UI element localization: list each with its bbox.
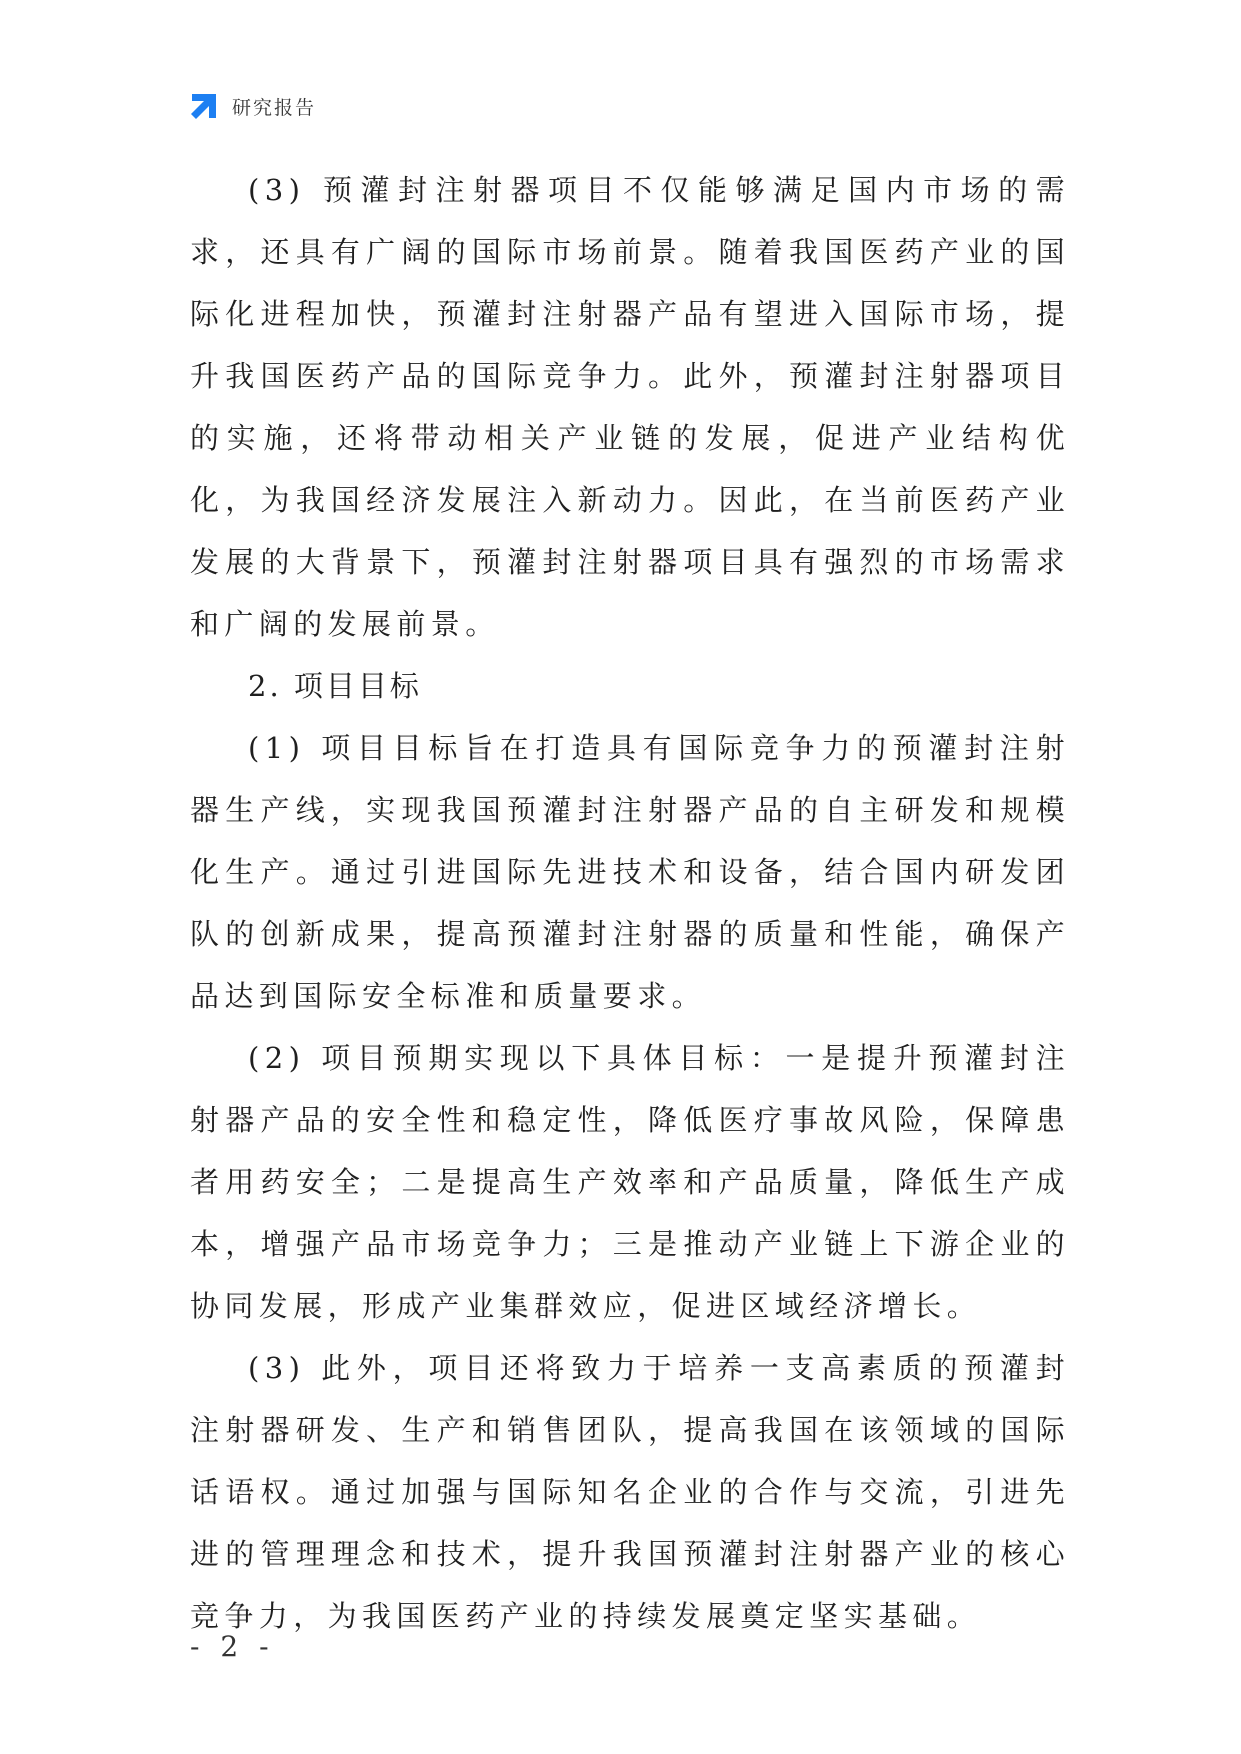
header-title: 研究报告 xyxy=(232,96,317,119)
section-heading-project-goals: 2. 项目目标 xyxy=(248,669,422,703)
paragraph-goal-1: (1) 项目目标旨在打造具有国际竞争力的预灌封注射器生产线，实现我国预灌封注射器产品的自主研发和规模化生产。通过引进国际先进技术和设备，结合国内研发团队的创新成果，提高预灌封注射器的质量和性能，确保产品达到国际安全标准和质量要求。 xyxy=(190,731,1070,1013)
paragraph-goal-3: (3) 此外，项目还将致力于培养一支高素质的预灌封注射器研发、生产和销售团队，提高我国在该领域的国际话语权。通过加强与国际知名企业的合作与交流，引进先进的管理理念和技术，提升我国预灌封注射器产业的核心竞争力，为我国医药产业的持续发展奠定坚实基础。 xyxy=(190,1351,1070,1633)
paragraph-market-prospect: (3) 预灌封注射器项目不仅能够满足国内市场的需求，还具有广阔的国际市场前景。随着我国医药产业的国际化进程加快，预灌封注射器产品有望进入国际市场，提升我国医药产品的国际竞争力。此外，预灌封注射器项目的实施，还将带动相关产业链的发展，促进产业结构优化，为我国经济发展注入新动力。因此，在当前医药产业发展的大背景下，预灌封注射器项目具有强烈的市场需求和广阔的发展前景。 xyxy=(190,173,1070,641)
report-header xyxy=(188,90,316,122)
document-body xyxy=(190,159,1070,1647)
paragraph-goal-2: (2) 项目预期实现以下具体目标：一是提升预灌封注射器产品的安全性和稳定性，降低医疗事故风险，保障患者用药安全；二是提高生产效率和产品质量，降低生产成本，增强产品市场竞争力；三是推动产业链上下游企业的协同发展，形成产业集群效应，促进区域经济增长。 xyxy=(190,1041,1070,1323)
page-number: - 2 - xyxy=(190,1630,275,1663)
arrow-up-right-icon xyxy=(188,90,220,122)
